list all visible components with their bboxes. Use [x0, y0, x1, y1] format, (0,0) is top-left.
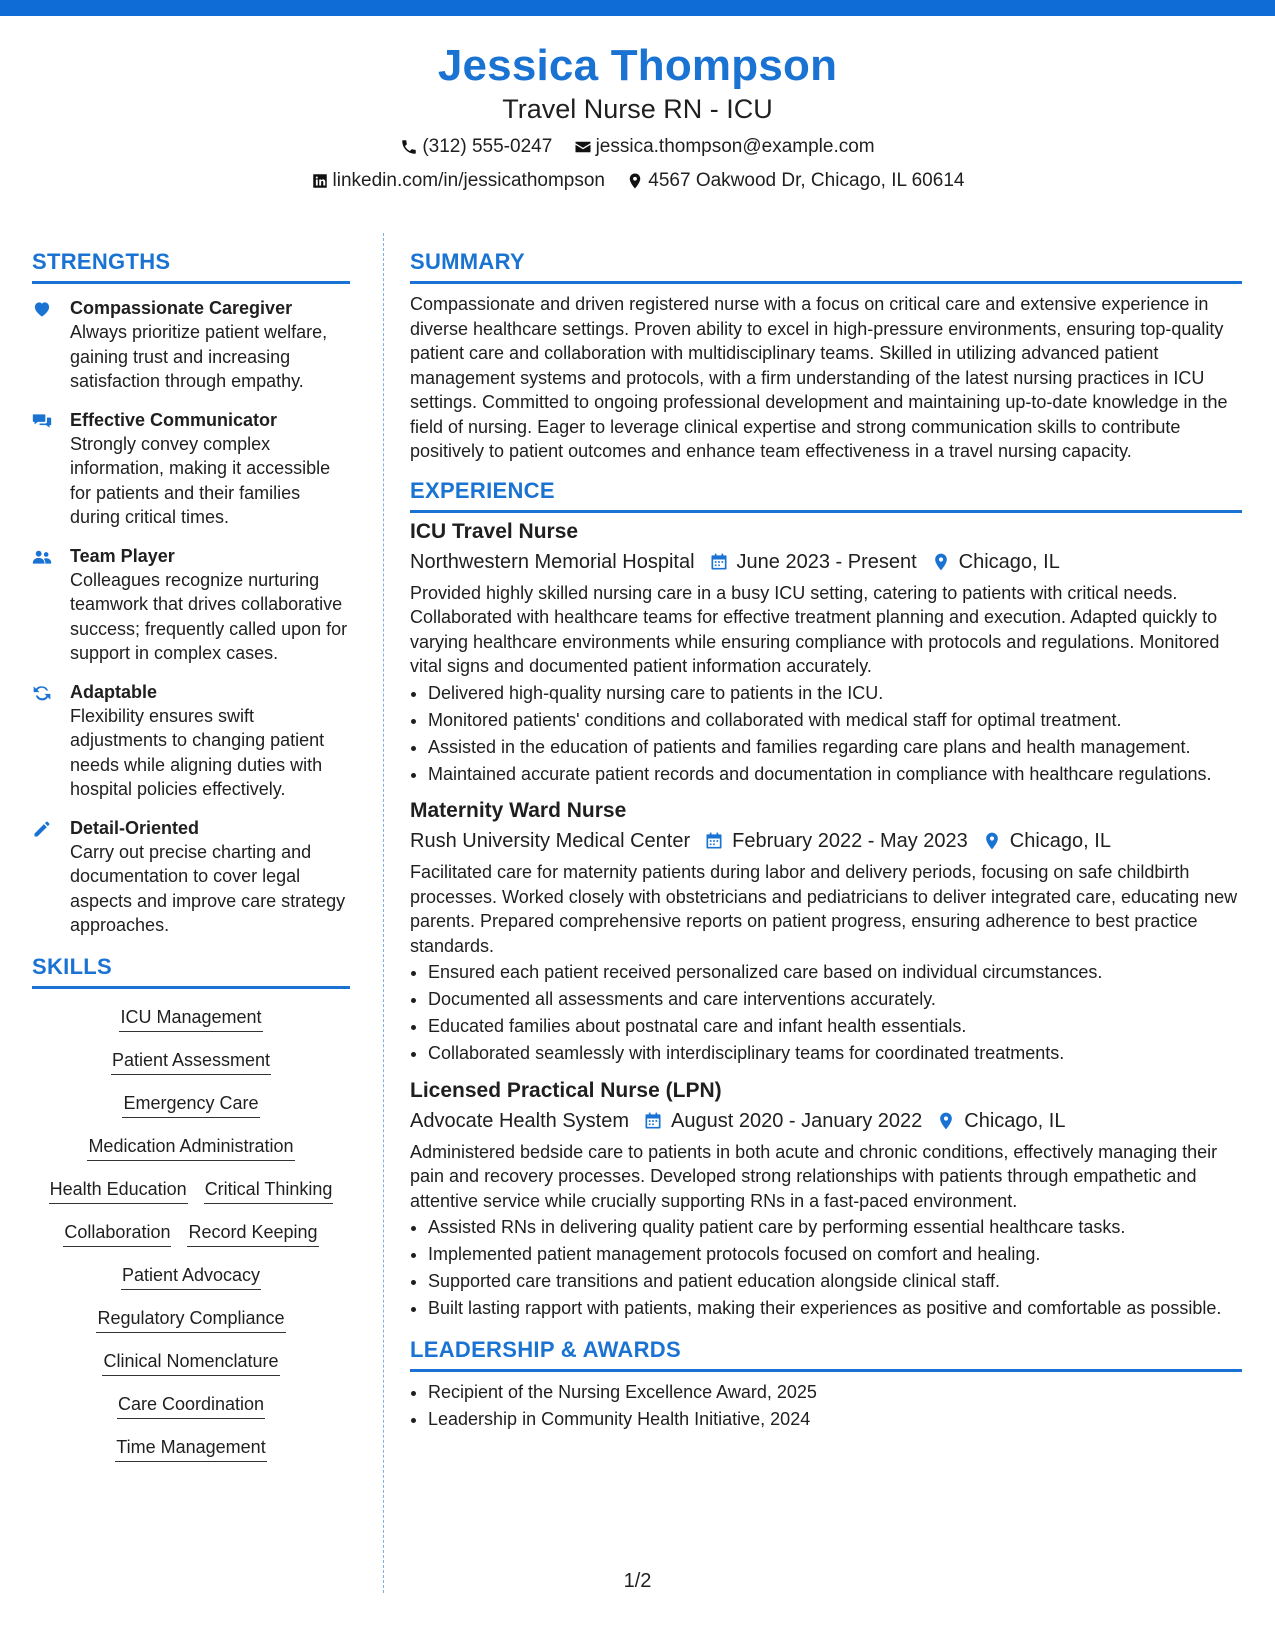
strength-item	[32, 680, 350, 802]
calendar-icon	[709, 552, 729, 572]
list-item: • Recipient of the Nursing Excellence Award, 2025	[428, 1380, 1242, 1405]
sync-icon	[32, 683, 52, 703]
email-contact[interactable]	[574, 135, 875, 159]
job-title: ICU Travel Nurse	[410, 519, 579, 543]
job-description: Facilitated care for maternity patients during labor and delivery periods, focusing on safe childbirth processes. Worked closely with obstetricians and pediatricians to deliver integrated care, educating new parents. Prepared comprehensive reports on patient progress, ensuring adherence to best practice standards.	[410, 862, 1238, 956]
strength-item	[32, 544, 350, 666]
job-company: Northwestern Memorial Hospital	[410, 550, 695, 573]
users-icon	[32, 547, 52, 567]
skill-tag: Patient Assessment	[111, 1048, 271, 1075]
phone-contact[interactable]	[400, 135, 552, 159]
map-marker-icon	[626, 172, 644, 190]
pencil-icon	[32, 819, 52, 839]
skill-tag: Clinical Nomenclature	[102, 1349, 279, 1376]
job-bullets	[410, 1215, 1242, 1321]
skill-tag: Record Keeping	[187, 1220, 318, 1247]
job-meta	[410, 1106, 1242, 1136]
job-title: Maternity Ward Nurse	[410, 799, 627, 822]
job-location: Chicago, IL	[964, 1109, 1066, 1132]
candidate-role: Travel Nurse RN - ICU	[502, 94, 773, 124]
page-number: 1/2	[623, 1570, 652, 1592]
awards-heading: LEADERSHIP & AWARDS	[410, 1336, 681, 1362]
job-meta	[410, 547, 1242, 577]
strength-desc: Strongly convey complex information, making it accessible for patients and their families during critical times.	[70, 433, 331, 527]
strength-desc: Flexibility ensures swift adjustments to changing patient needs while aligning duties with hospital policies effectively.	[70, 705, 325, 799]
job-meta	[410, 826, 1242, 856]
envelope-icon	[574, 138, 592, 156]
list-item: • Assisted in the education of patients and families regarding care plans and health management.	[428, 735, 1242, 760]
strength-title: Detail-Oriented	[70, 817, 200, 838]
map-marker-icon	[982, 831, 1002, 851]
skill-tag: Patient Advocacy	[121, 1263, 261, 1290]
skill-tag: Care Coordination	[117, 1392, 265, 1419]
skill-tag: Emergency Care	[122, 1091, 259, 1118]
job-entry	[410, 1076, 1242, 1321]
address-contact	[626, 169, 964, 193]
strengths-rule	[32, 281, 350, 284]
skills-heading: SKILLS	[32, 953, 113, 979]
calendar-icon	[643, 1111, 663, 1131]
job-dates: February 2022 - May 2023	[732, 830, 968, 852]
list-item: • Supported care transitions and patient education alongside clinical staff.	[428, 1269, 1242, 1294]
linkedin-contact[interactable]	[311, 169, 605, 193]
strength-desc: Carry out precise charting and documentation to cover legal aspects and improve care strategy approaches.	[70, 841, 346, 935]
heart-icon	[32, 299, 52, 319]
job-entry	[410, 517, 1242, 787]
linkedin-text: linkedin.com/in/jessicathompson	[332, 170, 605, 191]
job-company: Rush University Medical Center	[410, 830, 691, 852]
top-accent-bar	[0, 0, 1275, 16]
strength-title: Compassionate Caregiver	[70, 298, 293, 318]
list-item: • Documented all assessments and care interventions accurately.	[428, 987, 1242, 1012]
column-divider	[383, 233, 384, 1593]
job-bullets	[410, 681, 1242, 787]
list-item: • Collaborated seamlessly with interdisciplinary teams for coordinated treatments.	[428, 1041, 1242, 1066]
list-item: • Educated families about postnatal care and infant health essentials.	[428, 1014, 1242, 1039]
job-dates: August 2020 - January 2022	[671, 1109, 923, 1132]
skills-rule	[32, 986, 350, 989]
strength-item	[32, 408, 350, 530]
map-marker-icon	[936, 1111, 956, 1131]
job-description: Provided highly skilled nursing care in a busy ICU setting, catering to patients with critical needs. Collaborated with healthcare teams for effective treatment planning and execution. Adapted quickly to varying healthcare environments while ensuring compliance with protocols and regulations. Monitored vital signs and documented patient information accurately.	[410, 582, 1220, 676]
list-item: • Ensured each patient received personalized care based on individual circumstances.	[428, 960, 1242, 985]
job-company: Advocate Health System	[410, 1109, 629, 1132]
strength-title: Team Player	[70, 545, 175, 566]
linkedin-icon	[311, 172, 329, 190]
phone-icon	[400, 138, 418, 156]
skill-tag: Health Education	[49, 1177, 188, 1204]
experience-rule	[410, 510, 1242, 513]
summary-heading: SUMMARY	[410, 249, 525, 274]
summary-rule	[410, 281, 1242, 284]
strengths-heading: STRENGTHS	[32, 249, 171, 274]
list-item: • Delivered high-quality nursing care to patients in the ICU.	[428, 681, 1242, 706]
list-item: • Assisted RNs in delivering quality patient care by performing essential healthcare tasks.	[428, 1215, 1242, 1240]
contact-line-2	[0, 169, 1275, 197]
experience-heading: EXPERIENCE	[410, 477, 555, 503]
strength-desc: Colleagues recognize nurturing teamwork that drives collaborative success; frequently called upon for support in complex cases.	[70, 569, 348, 663]
list-item: • Built lasting rapport with patients, making their experiences as positive and comfortable as possible.	[428, 1296, 1242, 1321]
job-bullets	[410, 960, 1242, 1066]
job-dates: June 2023 - Present	[736, 550, 917, 573]
address-text: 4567 Oakwood Dr, Chicago, IL 60614	[648, 170, 965, 191]
job-description: Administered bedside care to patients in both acute and chronic conditions, effectively managing their pain and recovery processes. Developed strong relationships with patients through empathetic and attentive service while crucially supporting RNs in a fast-paced environment.	[410, 1141, 1218, 1211]
resume-header	[0, 40, 1275, 197]
skills-list	[32, 1001, 350, 1462]
list-item: • Maintained accurate patient records and documentation in compliance with healthcare regulations.	[428, 762, 1242, 787]
skill-tag: Collaboration	[63, 1220, 171, 1247]
strength-title: Effective Communicator	[70, 409, 278, 430]
candidate-name: Jessica Thompson	[437, 41, 838, 90]
list-item: • Monitored patients' conditions and collaborated with medical staff for optimal treatment.	[428, 708, 1242, 733]
skill-tag: Regulatory Compliance	[96, 1306, 285, 1333]
job-location: Chicago, IL	[1009, 830, 1111, 852]
strength-item	[32, 816, 350, 938]
phone-text: (312) 555-0247	[422, 136, 553, 157]
job-location: Chicago, IL	[958, 550, 1060, 573]
skill-tag: ICU Management	[119, 1005, 262, 1032]
list-item: • Implemented patient management protocols focused on comfort and healing.	[428, 1242, 1242, 1267]
map-marker-icon	[931, 552, 951, 572]
strength-item	[32, 296, 350, 394]
contact-line-1	[0, 135, 1275, 163]
skill-tag: Time Management	[115, 1435, 266, 1462]
strength-title: Adaptable	[70, 681, 158, 702]
email-text: jessica.thompson@example.com	[595, 136, 875, 157]
job-entry	[410, 796, 1242, 1066]
calendar-icon	[704, 831, 724, 851]
strength-desc: Always prioritize patient welfare, gaining trust and increasing satisfaction through empathy.	[70, 322, 328, 391]
skill-tag: Critical Thinking	[204, 1177, 334, 1204]
comments-icon	[32, 411, 52, 431]
job-title: Licensed Practical Nurse (LPN)	[410, 1078, 722, 1102]
skill-tag: Medication Administration	[87, 1134, 294, 1161]
awards-list	[410, 1380, 1242, 1432]
right-column	[410, 247, 1242, 1434]
summary-text: Compassionate and driven registered nurse with a focus on critical care and extensive experience in diverse healthcare settings. Proven ability to excel in high-pressure environments, ensuring top-quality patient care and collaboration with multidisciplinary teams. Skilled in utilizing advanced patient management systems and protocols, with a firm understanding of the latest nursing practices in ICU settings. Committed to ongoing professional development and maintaining up-to-date knowledge in the field of nursing. Eager to leverage clinical expertise and strong communication skills to contribute positively to patient outcomes and enhance team effectiveness in a travel nursing capacity.	[410, 294, 1228, 461]
left-column	[32, 247, 350, 1478]
awards-rule	[410, 1369, 1242, 1372]
list-item: • Leadership in Community Health Initiative, 2024	[428, 1407, 1242, 1432]
